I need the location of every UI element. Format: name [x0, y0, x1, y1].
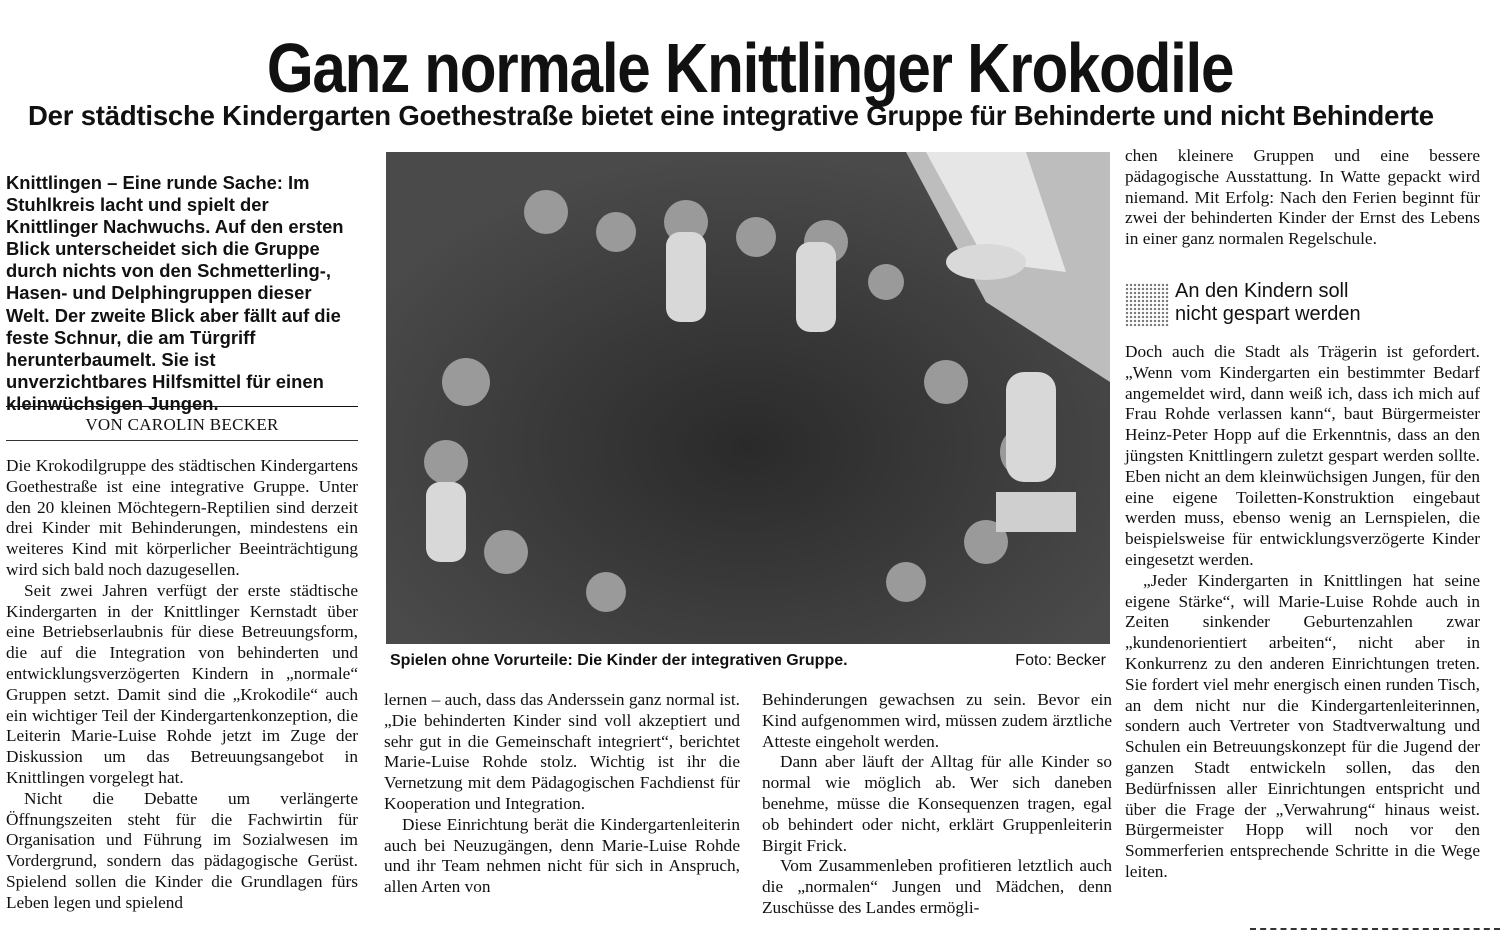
photo-kids-circle-illustration: [386, 152, 1110, 644]
byline-rule-top: [6, 406, 358, 407]
lede-paragraph: Knittlingen – Eine runde Sache: Im Stuhlkreis lacht und spielt der Knittlinger Nachwuchs. Auf den ersten Blick unterscheidet sich die Gruppe durch nichts von den Schmetterling-, Hasen- und Delphingruppen dieser Welt. Der zweite Blick aber fällt auf die feste Schnur, die am Türgriff herunterbaumelt. Sie ist unverzichtbares Hilfsmittel für einen kleinwüchsigen Jungen.: [6, 172, 344, 414]
paragraph: „Jeder Kindergarten in Knittlingen hat seine eigene Stärke“, will Marie-Luise Rohde auch in Zeiten sinkender Geburtenzahlen zwar „kundenorientiert arbeiten“, nicht aber in Konkurrenz zu den anderen Einrichtungen treten. Sie fordert viel mehr energisch einen runden Tisch, an dem nicht nur die Kindergartenleiterinnen, sondern auch Vertreter von Stadtverwaltung und Schulen ein Betreuungskonzept für die Jugend der ganzen Stadt entwickeln sollen, das den Bedürfnissen aller Einrichtungen entspricht und über die Frage der „Verwahrung“ hinaus weist. Bürgermeister Hopp will noch vor den Sommerferien entsprechende Schritte in die Wege leiten.: [1125, 570, 1480, 881]
paragraph: Nicht die Debatte um verlängerte Öffnungszeiten steht für die Fachwirtin für Organisation und Führung im Sozialwesen im Vordergrund, sondern das pädagogische Gerüst. Spielend sollen die Kinder die Grundlagen fürs Leben legen und spielend: [6, 788, 358, 912]
article-column-1: [6, 456, 358, 914]
subheadline: Der städtische Kindergarten Goethestraße bietet eine integrative Gruppe für Behinderte und nicht Behinderte: [28, 100, 1434, 131]
byline-rule-bottom: [6, 440, 358, 441]
paragraph: lernen – auch, dass das Anderssein ganz normal ist. „Die behinderten Kinder sind voll akzeptiert und sehr gut in die Gemeinschaft integriert“, berichtet Marie-Luise Rohde stolz. Wichtig ist ihr die Vernetzung mit dem Pädagogischen Fachdienst für Kooperation und Integration.: [384, 690, 740, 813]
paragraph: Behinderungen gewachsen zu sein. Bevor ein Kind aufgenommen wird, müssen zudem ärztliche Atteste eingeholt werden.: [762, 690, 1112, 751]
article-column-3: [762, 690, 1112, 919]
article-photo: [386, 152, 1110, 644]
paragraph: Die Krokodilgruppe des städtischen Kindergartens Goethestraße ist eine integrative Gruppe. Unter den 20 kleinen Möchtegern-Reptilien sind derzeit drei Kinder mit Behinderungen, mindestens ein weiteres Kind mit körperlicher Beeinträchtigung wird sich bald noch dazugesellen.: [6, 456, 358, 579]
column-subhead: An den Kindern soll nicht gespart werden: [1175, 280, 1361, 325]
article-column-2: [384, 690, 740, 898]
subhead-dot-pattern: [1125, 283, 1169, 327]
article-column-4: [1125, 342, 1480, 883]
article-column-4-top: [1125, 146, 1480, 250]
photo-caption-row: [390, 652, 1110, 670]
photo-caption: Spielen ohne Vorurteile: Die Kinder der integrativen Gruppe.: [390, 652, 848, 669]
photo-credit: Foto: Becker: [1015, 652, 1106, 669]
paragraph: Seit zwei Jahren verfügt der erste städtische Kindergarten in der Knittlinger Kernstadt über eine Betriebserlaubnis für diese Betreuungsform, die auf die Integration von behinderten und entwicklungsverzögerten Kindern in „normale“ Gruppen setzt. Damit sind die „Krokodile“ auch ein wichtiger Teil der Kindergartenkonzeption, die Leiterin Marie-Luise Rohde jetzt im Zuge der Diskussion um das Betreuungsangebot in Knittlingen vorgelegt hat.: [6, 580, 358, 787]
paragraph: Vom Zusammenleben profitieren letztlich auch die „normalen“ Jungen und Mädchen, denn Zuschüsse des Landes ermögli-: [762, 856, 1112, 917]
paragraph: Diese Einrichtung berät die Kindergartenleiterin auch bei Neuzugängen, denn Marie-Luise Rohde und ihr Team nehmen nicht für sich in Anspruch, allen Arten von: [384, 814, 740, 897]
headline: Ganz normale Knittlinger Krokodile: [266, 29, 1234, 107]
byline: VON CAROLIN BECKER: [85, 415, 279, 434]
page-edge-marks: [1250, 928, 1500, 930]
paragraph: Doch auch die Stadt als Trägerin ist gefordert. „Wenn vom Kindergarten ein bestimmter Bedarf angemeldet wird, dann weiß ich, dass ich mich auf Frau Rohde verlassen kann“, baut Bürgermeister Heinz-Peter Hopp auf die Erkenntnis, dass an den jüngsten Knittlingern zuletzt gespart werden sollte. Eben nicht an dem kleinwüchsigen Jungen, für den eine eigene Toiletten-Konstruktion eingebaut werden muss, ebenso wenig an Lernspielen, die beispielsweise für entwicklungsverzögerte Kinder eingesetzt werden.: [1125, 342, 1480, 569]
paragraph: chen kleinere Gruppen und eine bessere pädagogische Ausstattung. In Watte gepackt wird niemand. Mit Erfolg: Nach den Ferien beginnt für zwei der behinderten Kinder der Ernst des Lebens in einer ganz normalen Regelschule.: [1125, 146, 1480, 249]
paragraph: Dann aber läuft der Alltag für alle Kinder so normal wie möglich ab. Wer sich daneben benehme, müsse die Konsequenzen tragen, egal ob behindert oder nicht, erklärt Gruppenleiterin Birgit Frick.: [762, 752, 1112, 855]
